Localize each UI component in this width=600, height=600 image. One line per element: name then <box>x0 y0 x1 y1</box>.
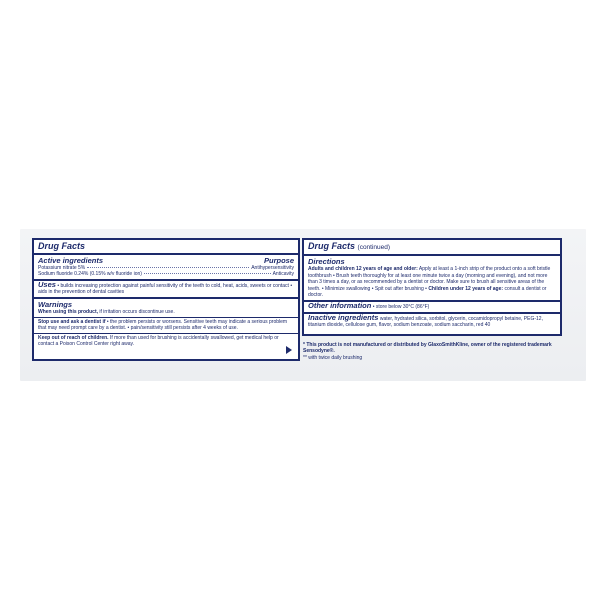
uses-text: • builds increasing protection against painful sensitivity of the teeth to cold, heat, acids, sweets or contact • aids in the prevention of dental cavities <box>38 282 293 296</box>
active-ingredients-section <box>34 253 298 279</box>
keep-out-text: If more than used for brushing is accidentally swallowed, get medical help or contact a Poison Control Center right away. <box>38 334 279 348</box>
other-information-section <box>304 300 560 312</box>
inactive-ingredients-heading: Inactive ingredients <box>308 312 379 322</box>
uses-heading: Uses <box>38 279 56 289</box>
continued-label: (continued) <box>357 244 391 251</box>
keep-out-section <box>34 333 298 349</box>
drug-facts-title: Drug Facts <box>38 241 86 251</box>
directions-adults-label: Adults and children 12 years of age and older: <box>308 266 418 272</box>
drug-facts-panel-left <box>32 238 300 361</box>
uses-section <box>34 279 298 297</box>
stop-use-text: • the problem persists or worsens. Sensitive teeth may indicate a serious problem that may need prompt care by a dentist. • pain/sensitivity still persists after 4 weeks of use. <box>38 318 288 332</box>
trademark-footnote <box>303 342 573 361</box>
ingredient-name: Sodium fluoride 0.24% (0.15% w/v fluoride ion) <box>38 271 142 278</box>
stop-use-section <box>34 317 298 333</box>
ingredient-name: Potassium nitrate 5% <box>38 265 86 271</box>
other-information-text: • store below 30°C (86°F) <box>371 303 430 310</box>
inactive-ingredients-text: water, hydrated silica, sorbitol, glycerin, cocamidopropyl betaine, PEG-12, titanium dioxide, cellulose gum, flavor, sodium benzoate, sodium saccharin, red 40 <box>308 315 543 329</box>
purpose-heading: Purpose <box>263 256 294 265</box>
ingredient-purpose: Antihypersensitivity <box>251 265 294 271</box>
drug-facts-title-section <box>34 240 298 253</box>
brushing-note: ** with twice daily brushing <box>303 354 363 361</box>
active-ingredients-heading: Active ingredients <box>38 256 104 265</box>
drug-facts-continued-title-section <box>304 240 560 254</box>
trademark-note: * This product is not manufactured or distributed by GlaxoSmithKline, owner of the registered trademark Sensodyne®. <box>303 342 552 355</box>
warnings-section <box>34 297 298 317</box>
warnings-heading: Warnings <box>38 300 73 309</box>
directions-section <box>304 254 560 300</box>
other-information-heading: Other information <box>308 300 372 310</box>
children-label: Children under 12 years of age: <box>428 285 504 292</box>
when-using-text: if irritation occurs discontinue use. <box>98 309 175 315</box>
ingredient-row <box>38 271 294 277</box>
keep-out-label: Keep out of reach of children. <box>38 334 109 341</box>
continue-arrow-icon <box>286 346 292 354</box>
inactive-ingredients-section <box>304 312 560 330</box>
drug-facts-title: Drug Facts <box>308 241 356 251</box>
directions-heading: Directions <box>308 257 345 266</box>
directions-text: Apply at least a 1-inch strip of the product onto a soft bristle toothbrush • Brush teeth thoroughly for at least one minute twice a day (morning and evening), and not more than 3 times a day, or as recommended by a dentist or doctor. Make sure to brush all sensitive areas of the teeth. • Minimize swallowing • Spit out after brushing • <box>308 266 551 292</box>
stop-use-label: Stop use and ask a dentist if <box>38 318 106 325</box>
drug-facts-panel-right <box>302 238 562 336</box>
when-using-label: When using this product, <box>38 309 98 315</box>
ingredient-purpose: Anticavity <box>272 271 294 278</box>
children-text: consult a dentist or doctor. <box>308 285 547 299</box>
